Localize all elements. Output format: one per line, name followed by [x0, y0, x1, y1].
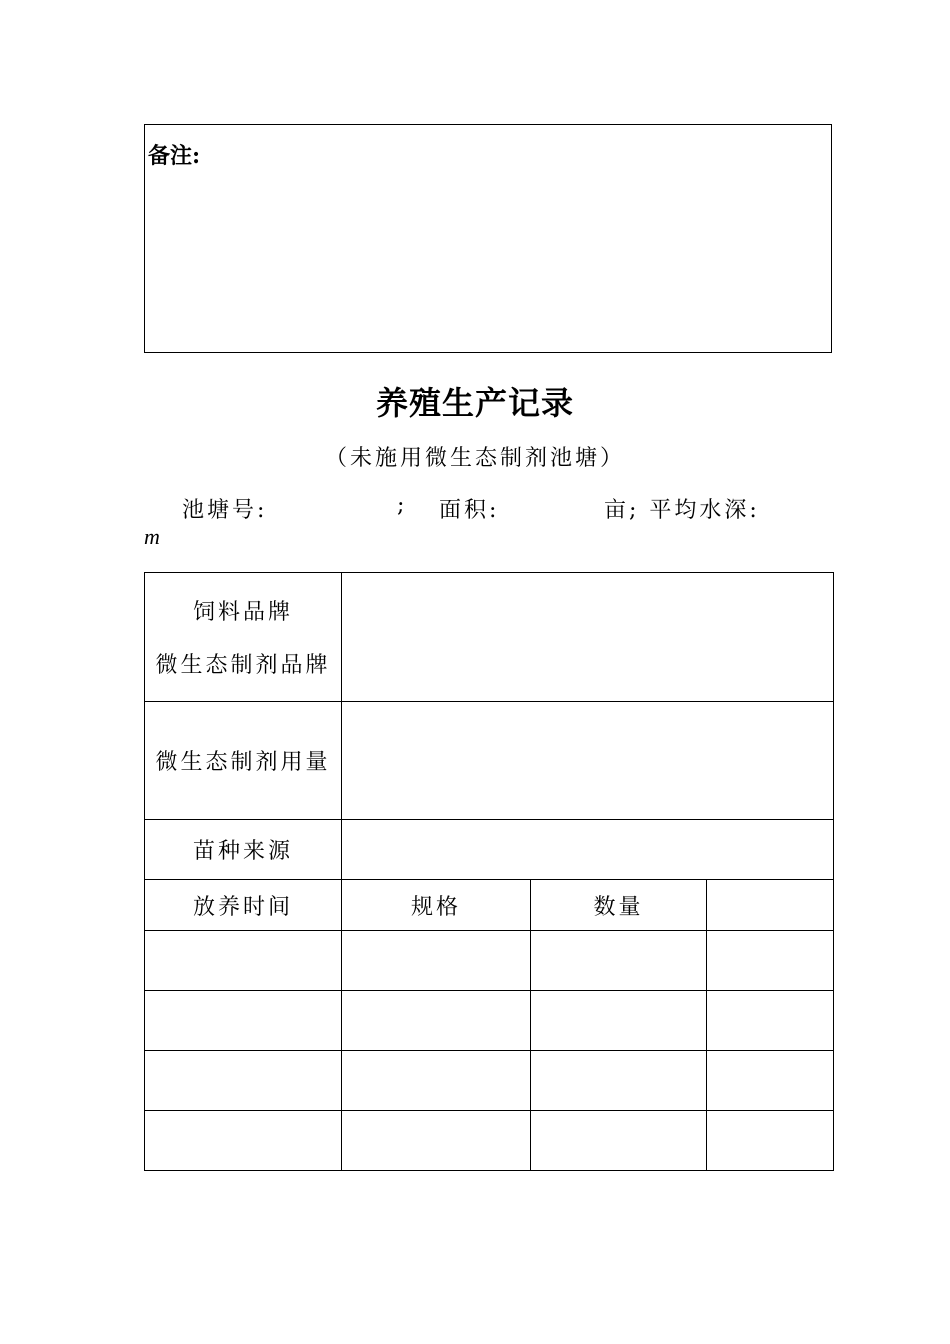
fry-source-label: 苗种来源	[145, 820, 342, 880]
table-cell[interactable]	[145, 991, 342, 1051]
notes-box[interactable]	[144, 124, 832, 353]
fry-source-row	[145, 820, 834, 880]
table-row	[145, 1051, 834, 1111]
table-cell[interactable]	[707, 1111, 834, 1171]
fry-source-value-cell[interactable]	[342, 820, 834, 880]
table-cell[interactable]	[707, 991, 834, 1051]
production-record-table	[144, 572, 834, 1171]
table-cell[interactable]	[707, 931, 834, 991]
area-unit-and-depth-label: 亩; 平均水深:	[604, 498, 760, 523]
column-header-spec: 规格	[342, 880, 531, 931]
table-cell[interactable]	[342, 1111, 531, 1171]
brand-row	[145, 573, 834, 702]
notes-label: 备注:	[148, 143, 201, 169]
table-cell[interactable]	[342, 1051, 531, 1111]
brand-value-cell[interactable]	[342, 573, 834, 702]
depth-unit: m	[144, 524, 160, 549]
probiotic-dosage-label: 微生态制剂用量	[145, 702, 342, 820]
table-row	[145, 991, 834, 1051]
info-separator: ;	[397, 493, 408, 518]
table-cell[interactable]	[145, 931, 342, 991]
table-row	[145, 1111, 834, 1171]
feed-brand-label: 饲料品牌	[192, 600, 293, 625]
column-header-stocking-time: 放养时间	[145, 880, 342, 931]
table-cell[interactable]	[145, 1111, 342, 1171]
probiotic-brand-label: 微生态制剂品牌	[155, 653, 331, 678]
dosage-value-cell[interactable]	[342, 702, 834, 820]
dosage-row	[145, 702, 834, 820]
table-cell[interactable]	[531, 991, 707, 1051]
table-cell[interactable]	[145, 1051, 342, 1111]
column-header-quantity: 数量	[531, 880, 707, 931]
column-header-blank	[707, 880, 834, 931]
table-row	[145, 931, 834, 991]
table-cell[interactable]	[531, 1051, 707, 1111]
column-header-row	[145, 880, 834, 931]
table-cell[interactable]	[707, 1051, 834, 1111]
area-label: 面积:	[439, 498, 500, 523]
pond-number-label: 池塘号:	[182, 498, 268, 523]
table-cell[interactable]	[342, 931, 531, 991]
table-cell[interactable]	[342, 991, 531, 1051]
table-cell[interactable]	[531, 1111, 707, 1171]
brand-label-cell	[145, 573, 342, 702]
page-title: 养殖生产记录	[375, 384, 574, 422]
table-cell[interactable]	[531, 931, 707, 991]
page-subtitle: （未施用微生态制剂池塘）	[324, 446, 625, 471]
